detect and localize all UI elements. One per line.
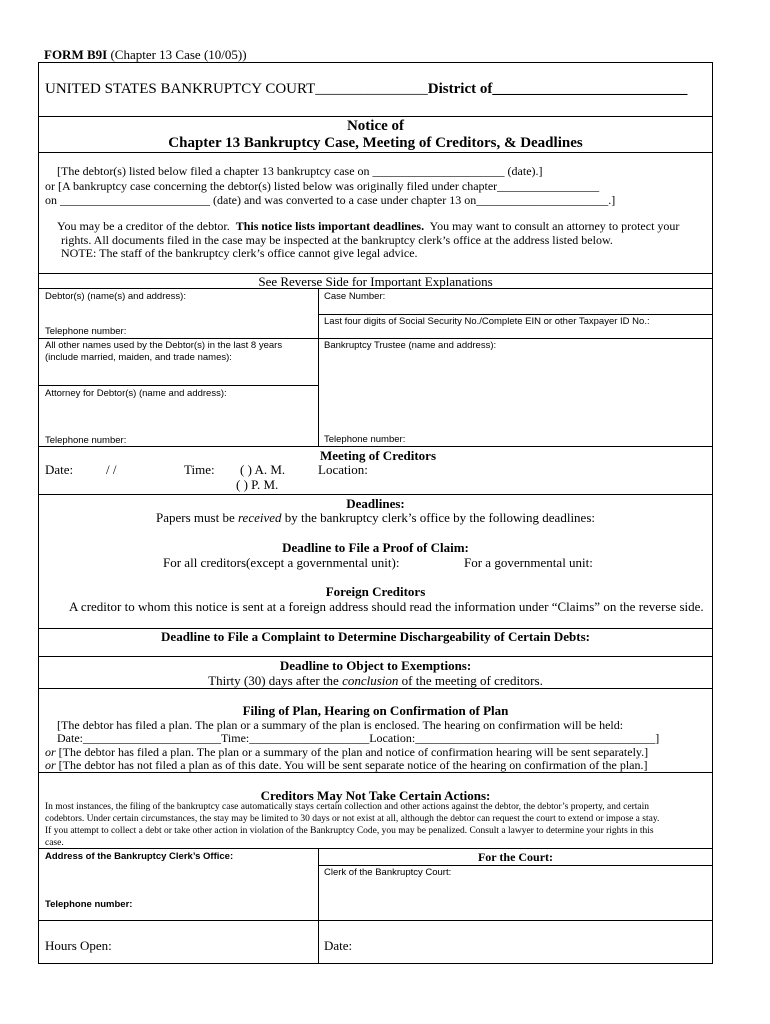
attorney-label: Attorney for Debtor(s) (name and address): <box>45 388 227 399</box>
attorney-telephone-label: Telephone number: <box>45 435 127 446</box>
hours-open-label: Hours Open: <box>45 938 112 953</box>
all-creditors-label: For all creditors(except a governmental unit): <box>163 555 400 570</box>
notice-post: You may want to consult an attorney to protect your <box>429 219 680 233</box>
court-line <box>45 81 687 98</box>
stay-line1: In most instances, the filing of the bankruptcy case automatically stays certain collection and other actions against the debtor, the debtor’s property, and certain <box>45 802 649 812</box>
plan-or: or <box>45 758 56 772</box>
meeting-time-label: Time: <box>184 462 215 477</box>
footer-date-label: Date: <box>324 938 353 953</box>
divider <box>38 385 318 386</box>
filing-line2: or [A bankruptcy case concerning the debtor(s) listed below was originally filed under chapter_________________ <box>45 179 600 193</box>
plan-or: or <box>45 745 56 759</box>
form-header <box>44 47 247 63</box>
meeting-pm: ( ) P. M. <box>236 477 279 492</box>
case-number-label: Case Number: <box>324 291 386 302</box>
other-names-line2: (include married, maiden, and trade names): <box>45 352 232 363</box>
plan-line3-text: [The debtor has filed a plan. The plan or a summary of the plan and notice of confirmation hearing will be sent separately.] <box>58 745 649 759</box>
divider <box>38 920 713 921</box>
title-line1: Notice of <box>346 118 405 134</box>
stay-heading: Creditors May Not Take Certain Actions: <box>260 788 491 803</box>
stay-line3: If you attempt to collect a debt or take other action in violation of the Bankruptcy Code, you may be penalized. Consult a lawyer to determine your rights in this <box>45 826 654 836</box>
meeting-am: ( ) A. M. <box>240 462 286 477</box>
divider <box>38 338 713 339</box>
meeting-heading: Meeting of Creditors <box>320 448 437 463</box>
divider <box>38 446 713 447</box>
divider <box>38 848 713 849</box>
intro-post: by the bankruptcy clerk’s office by the following deadlines: <box>284 510 595 525</box>
plan-line2: Date:_______________________Time:____________________Location:________________________________________] <box>57 731 660 745</box>
exemptions-text <box>38 673 713 689</box>
divider <box>38 152 713 153</box>
court-name: UNITED STATES BANKRUPTCY COURT_______________ <box>45 81 428 97</box>
filing-line1: [The debtor(s) listed below filed a chapter 13 bankruptcy case on ______________________ (date).] <box>57 164 543 178</box>
notice-bold: This notice lists important deadlines. <box>235 219 425 233</box>
plan-line4-text: [The debtor has not filed a plan as of this date. You will be sent separate notice of the hearing on confirmation of the plan.] <box>58 758 648 772</box>
deadlines-intro <box>38 510 713 526</box>
deadlines-heading: Deadlines: <box>346 496 405 511</box>
filing-line3: on _________________________ (date) and was converted to a case under chapter 13 on______________________.] <box>45 193 616 207</box>
trustee-label: Bankruptcy Trustee (name and address): <box>324 340 497 351</box>
divider <box>318 314 713 315</box>
form-version: (Chapter 13 Case (10/05)) <box>110 47 247 62</box>
intro-pre: Papers must be <box>156 510 235 525</box>
clerk-label: Clerk of the Bankruptcy Court: <box>324 867 452 878</box>
telephone-label: Telephone number: <box>45 326 127 337</box>
exemptions-post: of the meeting of creditors. <box>401 673 543 688</box>
meeting-date-slashes: / / <box>106 462 117 477</box>
meeting-location-label: Location: <box>318 462 368 477</box>
form-id: FORM B9I <box>44 47 108 62</box>
foreign-text: A creditor to whom this notice is sent at a foreign address should read the information under “Claims” on the reverse side. <box>69 599 704 614</box>
plan-heading: Filing of Plan, Hearing on Confirmation of Plan <box>242 703 509 718</box>
see-reverse: See Reverse Side for Important Explanations <box>258 274 493 289</box>
divider <box>38 494 713 495</box>
notice-pre: You may be a creditor of the debtor. <box>57 219 230 233</box>
stay-line2: codebtors. Under certain circumstances, the stay may be limited to 30 days or not exist at all, although the debtor can request the court to extend or impose a stay. <box>45 814 660 824</box>
page-title: Chapter 13 Bankruptcy Case, Meeting of Creditors, & Deadlines <box>168 135 583 151</box>
exemptions-pre: Thirty (30) days after the <box>208 673 339 688</box>
creditor-notice-line1 <box>57 219 679 234</box>
creditor-notice-line2: rights. All documents filed in the case may be inspected at the bankruptcy clerk’s office at the address listed below. <box>61 233 613 247</box>
foreign-heading: Foreign Creditors <box>325 584 426 599</box>
divider <box>38 116 713 117</box>
clerk-address-label: Address of the Bankruptcy Clerk’s Office: <box>45 851 234 862</box>
governmental-label: For a governmental unit: <box>464 555 593 570</box>
plan-line1: [The debtor has filed a plan. The plan or a summary of the plan is enclosed. The hearing on confirmation will be held: <box>57 718 624 732</box>
creditor-notice-line3: NOTE: The staff of the bankruptcy clerk’s office cannot give legal advice. <box>61 246 418 260</box>
complaint-heading: Deadline to File a Complaint to Determine Dischargeability of Certain Debts: <box>161 629 590 644</box>
divider <box>318 288 319 446</box>
other-names-line1: All other names used by the Debtor(s) in the last 8 years <box>45 340 283 351</box>
exemptions-heading: Deadline to Object to Exemptions: <box>279 658 472 673</box>
stay-line4: case. <box>45 838 64 848</box>
exemptions-em: conclusion <box>342 673 399 688</box>
proof-of-claim-heading: Deadline to File a Proof of Claim: <box>282 540 469 555</box>
plan-line4 <box>45 758 648 773</box>
meeting-date-label: Date: <box>45 462 74 477</box>
clerk-telephone-label: Telephone number: <box>45 899 133 910</box>
trustee-telephone-label: Telephone number: <box>324 434 406 445</box>
debtor-label: Debtor(s) (name(s) and address): <box>45 291 186 302</box>
district-field[interactable]: District of__________________________ <box>427 81 688 97</box>
divider <box>38 656 713 657</box>
intro-em: received <box>237 510 282 525</box>
for-court-label: For the Court: <box>477 850 554 864</box>
divider <box>318 865 713 866</box>
ssn-label: Last four digits of Social Security No./Complete EIN or other Taxpayer ID No.: <box>324 316 650 327</box>
